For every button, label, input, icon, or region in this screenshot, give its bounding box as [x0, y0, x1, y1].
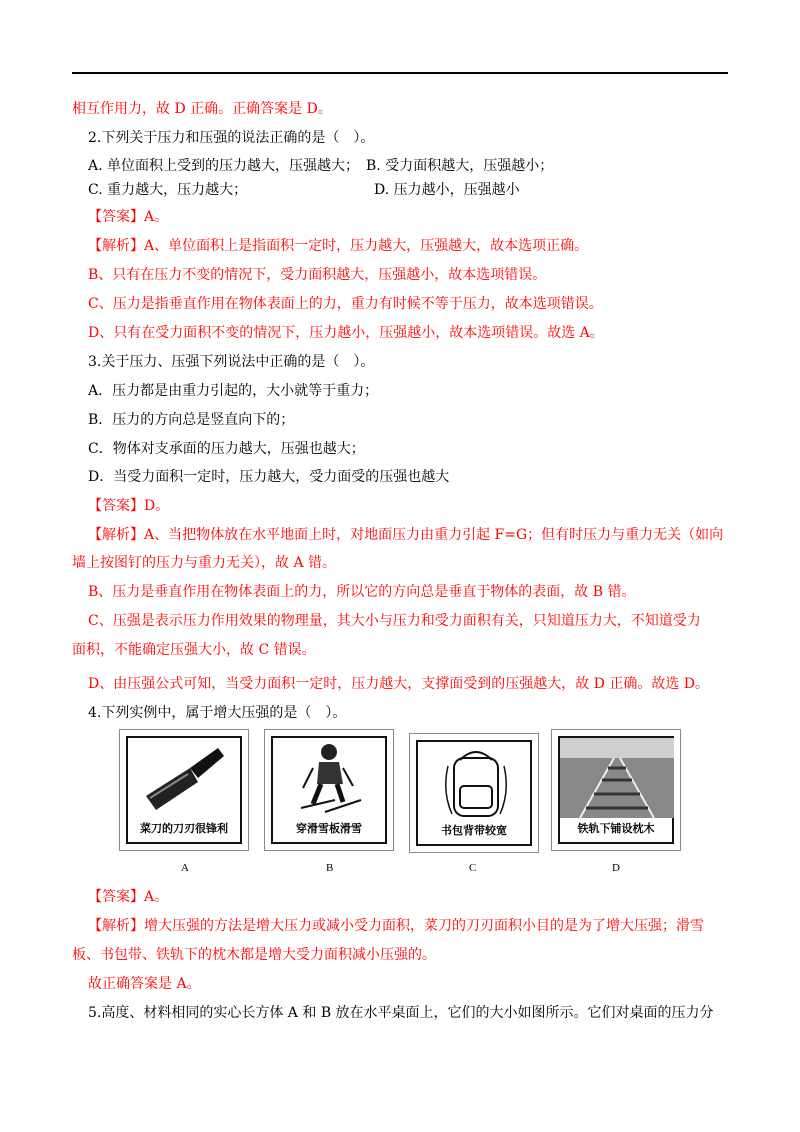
figure-a-label: A	[181, 862, 189, 874]
backpack-icon	[418, 742, 532, 822]
q4-answer: 【答案】A。	[88, 889, 169, 905]
figure-a-caption: 菜刀的刀刃很锋利	[140, 822, 228, 835]
figure-c-caption: 书包背带较宽	[441, 824, 507, 837]
figure-d	[551, 729, 681, 851]
q2-option-d: D. 压力越小，压强越小	[374, 182, 520, 198]
skier-icon	[273, 738, 387, 818]
q3-explanation-a-cont: 墙上按图钉的压力与重力无关），故 A 错。	[72, 555, 337, 571]
figure-b-caption: 穿滑雪板滑雪	[296, 822, 362, 835]
q4-explanation: 【解析】增大压强的方法是增大压力或减小受力面积，菜刀的刀刃面积小目的是为了增大压强；滑雪	[88, 918, 704, 934]
q4-explanation-cont: 板、书包带、铁轨下的枕木都是增大受力面积减小压强的。	[72, 947, 436, 963]
q3-explanation-a: 【解析】A、当把物体放在水平地面上时，对地面压力由重力引起 F=G；但有时压力与重力无关（如向	[88, 527, 724, 543]
q2-option-a: A. 单位面积上受到的压力越大，压强越大；	[88, 158, 360, 174]
q2-option-b: B. 受力面积越大，压强越小；	[366, 158, 554, 174]
figure-d-caption: 铁轨下铺设枕木	[577, 822, 655, 835]
q2-explanation-c: C、压力是指垂直作用在物体表面上的力，重力有时候不等于压力，故本选项错误。	[88, 296, 603, 312]
question-5: 5.高度、材料相同的实心长方体 A 和 B 放在水平桌面上，它们的大小如图所示。它们对桌面的压力分	[88, 1005, 714, 1021]
q3-option-c: C．物体对支承面的压力越大，压强也越大；	[88, 441, 365, 457]
q4-conclusion: 故正确答案是 A。	[88, 976, 201, 992]
q2-option-c: C. 重力越大，压力越大；	[88, 182, 248, 198]
q2-explanation-a: 【解析】A、单位面积上是指面积一定时，压力越大，压强越大，故本选项正确。	[88, 238, 589, 254]
cleaver-icon	[128, 738, 242, 818]
question-2: 2.下列关于压力和压强的说法正确的是（ ）。	[88, 130, 375, 146]
figure-d-label: D	[612, 862, 620, 874]
q3-explanation-d: D、由压强公式可知，当受力面积一定时，压力越大，支撑面受到的压强越大，故 D 正确。故选 D。	[88, 676, 710, 692]
q3-option-a: A．压力都是由重力引起的，大小就等于重力；	[88, 383, 379, 399]
figure-b-label: B	[326, 862, 334, 874]
figure-b	[264, 729, 394, 851]
header-rule	[72, 72, 728, 74]
q2-explanation-d: D、只有在受力面积不变的情况下，压力越小，压强越小，故本选项错误。故选 A。	[88, 325, 604, 341]
q3-explanation-c: C、压强是表示压力作用效果的物理量，其大小与压力和受力面积有关，只知道压力大，不知道受力	[88, 613, 701, 629]
figure-c-label: C	[469, 862, 477, 874]
q2-answer: 【答案】A。	[88, 209, 169, 225]
q3-option-b: B．压力的方向总是竖直向下的；	[88, 412, 295, 428]
question-4: 4.下列实例中，属于增大压强的是（ ）。	[88, 705, 347, 721]
q3-explanation-c-cont: 面积，不能确定压强大小，故 C 错误。	[72, 642, 316, 658]
q3-option-d: D．当受力面积一定时，压力越大，受力面受的压强也越大	[88, 469, 450, 485]
question-3: 3.关于压力、压强下列说法中正确的是（ ）。	[88, 354, 375, 370]
railway-track-icon	[560, 738, 674, 818]
prev-answer-line: 相互作用力，故 D 正确。正确答案是 D。	[72, 101, 332, 117]
q3-answer: 【答案】D。	[88, 498, 170, 514]
figure-c	[409, 733, 539, 853]
q3-explanation-b: B、压力是垂直作用在物体表面上的力，所以它的方向总是垂直于物体的表面，故 B 错。	[88, 584, 636, 600]
q2-explanation-b: B、只有在压力不变的情况下，受力面积越大，压强越小，故本选项错误。	[88, 267, 547, 283]
figure-a	[119, 729, 249, 851]
